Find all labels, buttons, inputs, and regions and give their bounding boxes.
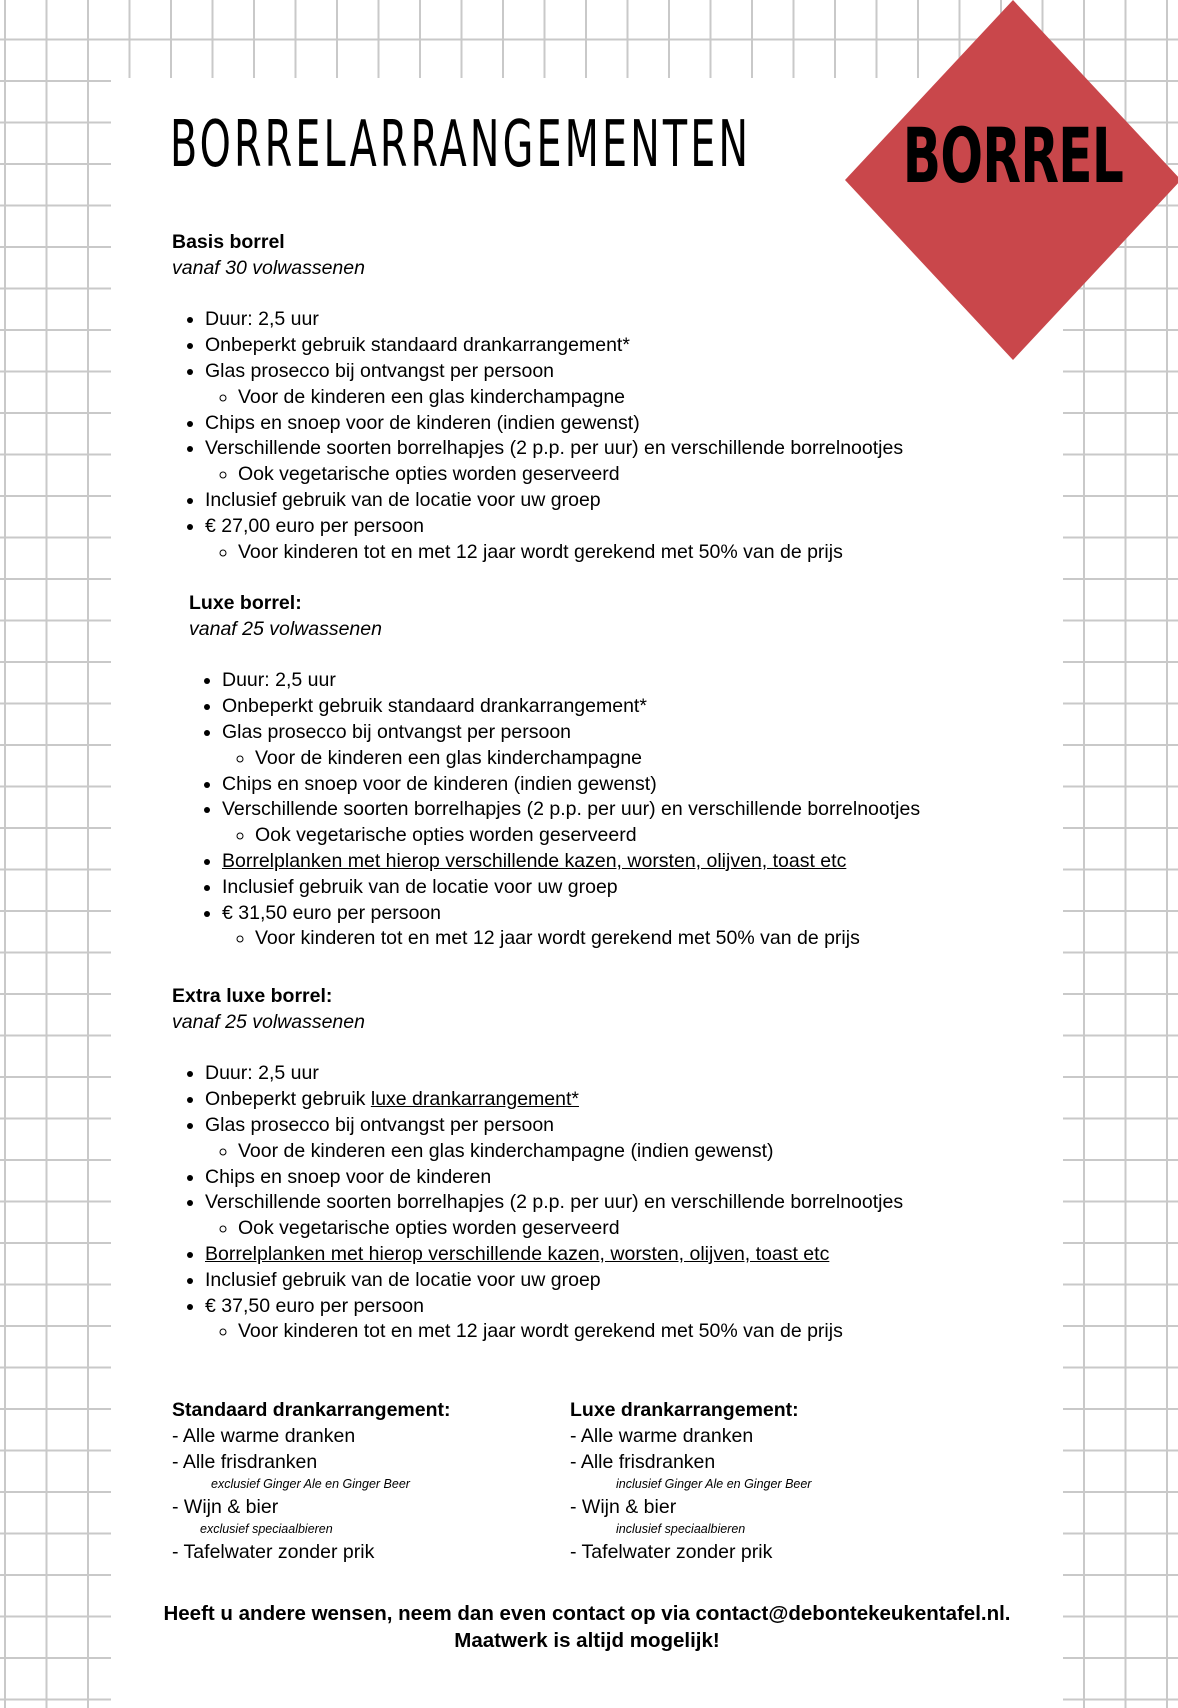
drink-line: - Alle warme dranken — [570, 1425, 754, 1447]
list-subitem: ◦ Voor kinderen tot en met 12 jaar wordt gerekend met 50% van de prijs — [255, 926, 1009, 952]
standaard-drankarrangement-heading: Standaard drankarrangement: — [172, 1399, 451, 1421]
list-item — [205, 1242, 992, 1268]
list-item — [205, 1087, 992, 1113]
drink-line: - Alle frisdranken — [570, 1451, 716, 1473]
basis-borrel-subtitle: vanaf 30 volwassenen — [172, 256, 365, 279]
list-item — [205, 1190, 992, 1242]
list-subitem: ◦ Voor kinderen tot en met 12 jaar wordt gerekend met 50% van de prijs — [238, 540, 992, 566]
list-item: • Duur: 2,5 uur — [222, 668, 1009, 694]
borrel-badge-text: BORREL — [902, 111, 1124, 200]
list-item: • Duur: 2,5 uur — [205, 307, 992, 333]
list-item-price: € 37,50 euro per persoon — [205, 1294, 424, 1317]
list-item-text: Verschillende soorten borrelhapjes (2 p.p. per uur) en verschillende borrelnootjes — [205, 1191, 904, 1214]
list-item — [205, 1294, 992, 1346]
luxe-borrel-subtitle: vanaf 25 volwassenen — [189, 617, 382, 640]
drink-line: - Wijn & bier — [172, 1496, 279, 1518]
list-item: • Chips en snoep voor de kinderen — [205, 1165, 992, 1191]
list-item — [205, 359, 992, 411]
list-item — [205, 436, 992, 488]
list-subitem: ◦ Voor de kinderen een glas kinderchampagne — [238, 385, 992, 411]
list-subitem: ◦ Ook vegetarische opties worden geserveerd — [238, 1216, 992, 1242]
list-item: • Inclusief gebruik van de locatie voor uw groep — [205, 488, 992, 514]
list-item: • Chips en snoep voor de kinderen (indien gewenst) — [205, 411, 992, 437]
luxe-drankarrangement-link-text: luxe drankarrangement* — [370, 1088, 579, 1111]
contact-line: Heeft u andere wensen, neem dan even contact op via contact@debontekeukentafel.nl. — [163, 1602, 1011, 1625]
extra-luxe-borrel-heading: Extra luxe borrel: — [172, 985, 333, 1007]
list-item-text: Glas prosecco bij ontvangst per persoon — [205, 1113, 555, 1136]
list-item-text: Glas prosecco bij ontvangst per persoon — [205, 359, 555, 382]
list-item-text: Onbeperkt gebruik — [205, 1088, 371, 1111]
drink-line: - Alle frisdranken — [172, 1451, 318, 1473]
list-item-price: € 27,00 euro per persoon — [205, 514, 424, 537]
drink-note: inclusief Ginger Ale en Ginger Beer — [616, 1477, 812, 1491]
list-item: • Duur: 2,5 uur — [205, 1061, 992, 1087]
luxe-drankarrangement-heading: Luxe drankarrangement: — [570, 1399, 799, 1421]
list-item — [222, 720, 1009, 772]
list-subitem: ◦ Ook vegetarische opties worden geserveerd — [255, 823, 1009, 849]
list-item: • Chips en snoep voor de kinderen (indien gewenst) — [222, 772, 1009, 798]
luxe-borrel-heading: Luxe borrel: — [189, 592, 302, 614]
list-subitem: ◦ Voor de kinderen een glas kinderchampagne (indien gewenst) — [238, 1139, 992, 1165]
drink-line: - Tafelwater zonder prik — [570, 1541, 773, 1563]
extra-luxe-borrel-section — [172, 984, 992, 1345]
basis-borrel-list — [172, 307, 992, 565]
drink-note: inclusief speciaalbieren — [616, 1522, 746, 1536]
list-subitem: ◦ Voor kinderen tot en met 12 jaar wordt gerekend met 50% van de prijs — [238, 1319, 992, 1345]
extra-luxe-borrel-subtitle: vanaf 25 volwassenen — [172, 1010, 365, 1033]
page-title: BORRELARRANGEMENTEN — [170, 108, 752, 182]
drink-note: exclusief Ginger Ale en Ginger Beer — [211, 1477, 410, 1491]
borrelplanken-text: Borrelplanken met hierop verschillende kazen, worsten, olijven, toast etc — [205, 1242, 830, 1265]
list-item-price: € 31,50 euro per persoon — [222, 901, 441, 924]
list-item-text: Glas prosecco bij ontvangst per persoon — [222, 720, 572, 743]
list-item: • Inclusief gebruik van de locatie voor uw groep — [205, 1268, 992, 1294]
extra-luxe-borrel-list — [172, 1061, 992, 1345]
basis-borrel-section — [172, 230, 992, 565]
list-item — [205, 514, 992, 566]
contact-footer — [111, 1600, 1063, 1654]
list-item: • Onbeperkt gebruik standaard drankarrangement* — [222, 694, 1009, 720]
list-item — [205, 1113, 992, 1165]
luxe-borrel-list — [189, 668, 1009, 952]
list-item-text: Verschillende soorten borrelhapjes (2 p.p. per uur) en verschillende borrelnootjes — [205, 437, 904, 460]
list-item — [222, 849, 1009, 875]
list-item — [222, 901, 1009, 953]
drink-note: exclusief speciaalbieren — [200, 1522, 333, 1536]
drink-line: - Tafelwater zonder prik — [172, 1541, 375, 1563]
drink-line: - Wijn & bier — [570, 1496, 677, 1518]
luxe-drankarrangement — [570, 1397, 811, 1565]
luxe-borrel-section — [189, 591, 1009, 952]
list-item-text: Verschillende soorten borrelhapjes (2 p.p. per uur) en verschillende borrelnootjes — [222, 798, 921, 821]
list-subitem: ◦ Ook vegetarische opties worden geserveerd — [238, 462, 992, 488]
list-item: • Onbeperkt gebruik standaard drankarrangement* — [205, 333, 992, 359]
basis-borrel-heading: Basis borrel — [172, 231, 285, 253]
list-subitem: ◦ Voor de kinderen een glas kinderchampagne — [255, 746, 1009, 772]
standaard-drankarrangement — [172, 1397, 451, 1565]
list-item: • Inclusief gebruik van de locatie voor uw groep — [222, 875, 1009, 901]
drink-line: - Alle warme dranken — [172, 1425, 356, 1447]
maatwerk-line: Maatwerk is altijd mogelijk! — [454, 1629, 720, 1652]
list-item — [222, 797, 1009, 849]
borrelplanken-text: Borrelplanken met hierop verschillende kazen, worsten, olijven, toast etc — [222, 849, 847, 872]
